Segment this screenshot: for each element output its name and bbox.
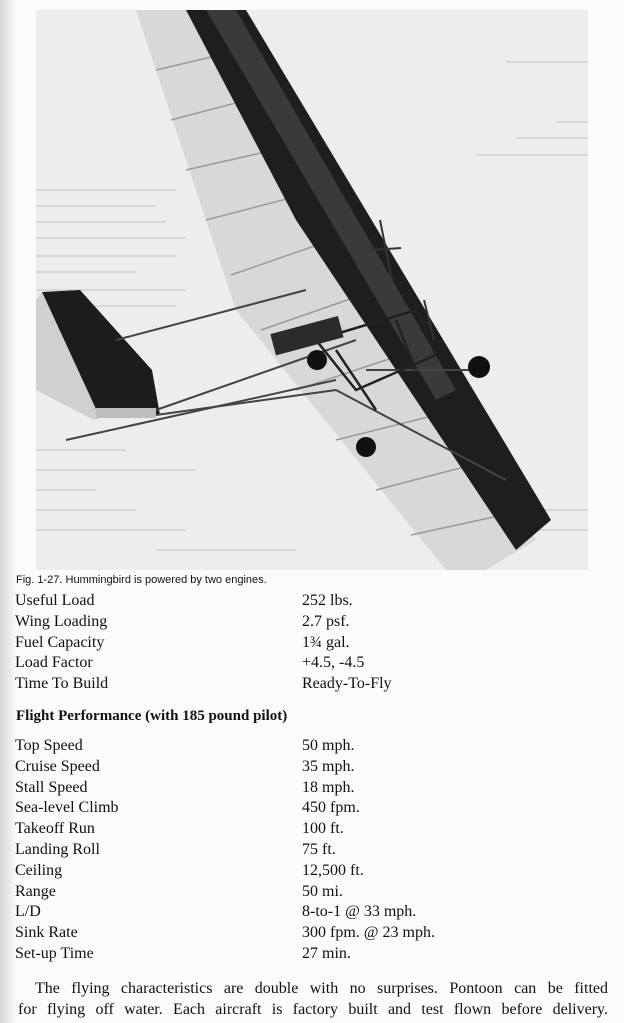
perf-label: Cruise Speed [15,757,100,775]
spec-row [15,653,605,674]
perf-label: Landing Roll [15,840,100,858]
performance-table [15,736,605,965]
spec-table [15,591,605,695]
perf-label: Ceiling [15,861,63,879]
perf-value: 8-to-1 @ 33 mph. [302,903,417,921]
perf-label: Set-up Time [15,944,94,962]
perf-row [15,736,605,757]
perf-label: Sea-level Climb [15,799,119,817]
perf-value: 75 ft. [302,840,336,858]
spec-value: Ready-To-Fly [302,675,392,693]
page-gutter-shadow [0,0,16,1023]
perf-value: 12,500 ft. [302,861,364,879]
perf-value: 50 mph. [302,737,355,754]
perf-label: Sink Rate [15,924,78,942]
perf-value: 35 mph. [302,757,355,775]
perf-value: 300 fpm. @ 23 mph. [302,924,435,942]
perf-value: 50 mi. [302,882,343,900]
perf-row [15,944,605,965]
spec-row [15,591,605,612]
perf-value: 27 min. [302,944,351,962]
perf-value: 100 ft. [302,820,344,838]
perf-value: 450 fpm. [302,799,360,817]
spec-value: 252 lbs. [302,592,353,609]
perf-value: 18 mph. [302,778,355,796]
paragraph-line-2: for flying off water. Each aircraft is factory built and test flown before delivery. [18,1001,608,1018]
perf-label: Stall Speed [15,778,88,796]
spec-row [15,674,605,695]
perf-row [15,923,605,944]
perf-label: Range [15,882,56,900]
performance-heading: Flight Performance (with 185 pound pilot) [16,708,288,724]
wheel-nose [356,437,376,457]
perf-row [15,902,605,923]
tail-boom-end [96,408,156,418]
perf-row [15,882,605,903]
perf-label: Top Speed [15,737,83,754]
spec-label: Load Factor [15,654,93,672]
perf-row [15,840,605,861]
body-paragraph [18,978,608,1020]
spec-row [15,612,605,633]
wheel-left [307,350,327,370]
spec-value: 2.7 psf. [302,612,350,630]
spec-label: Useful Load [15,592,95,609]
spec-value: +4.5, -4.5 [302,654,365,672]
spec-label: Fuel Capacity [15,633,105,651]
perf-row [15,757,605,778]
perf-row [15,861,605,882]
caption-prefix: Fig. 1-27. [16,574,63,586]
hummingbird-photo [36,10,588,570]
caption-text: Hummingbird is powered by two engines. [65,574,267,586]
perf-label: L/D [15,903,41,921]
paragraph-line-1: The flying characteristics are double with no surprises. Pontoon can be fitted [35,980,608,997]
spec-label: Wing Loading [15,612,108,630]
spec-label: Time To Build [15,675,109,693]
spec-value: 1¾ gal. [302,633,350,651]
perf-label: Takeoff Run [15,820,95,838]
figure-caption [16,574,267,586]
perf-row [15,778,605,799]
aircraft-illustration [36,10,588,570]
spec-row [15,633,605,654]
perf-row [15,798,605,819]
perf-row [15,819,605,840]
wheel-right [468,356,490,378]
